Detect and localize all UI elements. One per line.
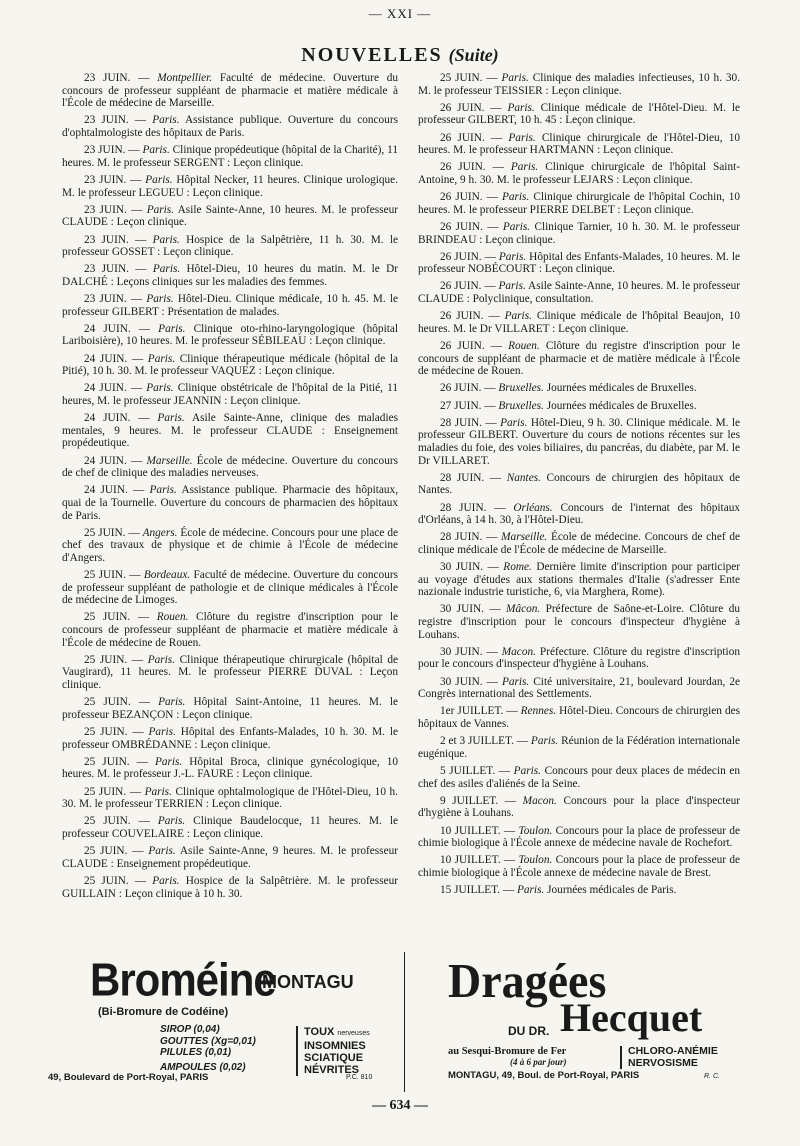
- entry-text: Concours de l'internat des hôpitaux d'Orléans, à 14 h. 30, à l'Hôtel-Dieu.: [418, 501, 740, 527]
- indication-item: SCIATIQUE: [304, 1052, 364, 1064]
- entry-date: 23 JUIN. —: [84, 263, 147, 276]
- entry-date: 25 JUIN. —: [84, 611, 150, 624]
- dragees-address: MONTAGU, 49, Boul. de Port-Royal, PARIS: [448, 1070, 640, 1081]
- entry-text: École de médecine. Ouverture du concours de chef de clinique des maladies nerveuses.: [62, 454, 398, 480]
- entry-text: Réunion de la Fédération internationale eugénique.: [418, 735, 741, 760]
- entry-city: Paris.: [501, 191, 530, 204]
- entry-city: Paris.: [146, 293, 174, 306]
- dragees-title: Dragées: [448, 953, 607, 1008]
- indication-item: INSOMNIES: [304, 1040, 366, 1052]
- news-entry: [62, 204, 398, 229]
- entry-date: 24 JUIN. —: [84, 484, 145, 497]
- entry-text: Clinique chirurgicale de l'hôpital Saint-Antoine, 9 h. 30. M. le professeur LEJARS : Leçon clinique.: [418, 161, 740, 186]
- entry-text: Assistance publique. Ouverture du concours d'ophtalmologiste des hôpitaux de Paris.: [62, 114, 398, 139]
- entry-date: 24 JUIN. —: [84, 412, 150, 425]
- entry-date: 25 JUIN. —: [84, 726, 144, 738]
- entry-city: Paris.: [500, 416, 528, 429]
- entry-city: Rouen.: [508, 340, 540, 353]
- entry-city: Paris.: [498, 280, 526, 293]
- entry-date: 10 JUILLET. —: [440, 824, 516, 837]
- title-suffix: (Suite): [448, 45, 499, 65]
- entry-city: Rennes.: [520, 705, 557, 718]
- entry-date: 5 JUILLET. —: [440, 764, 511, 777]
- entry-date: 23 JUIN. —: [84, 114, 147, 127]
- news-entry: [418, 417, 740, 467]
- dosage-item: AMPOULES (0,02): [160, 1061, 246, 1073]
- entry-date: 15 JUILLET. —: [440, 884, 515, 897]
- entry-city: Paris.: [147, 352, 176, 365]
- entry-city: Paris.: [502, 220, 531, 233]
- news-entry: [62, 234, 398, 259]
- entry-date: 30 JUIN. —: [440, 645, 498, 658]
- entry-text: Hospice de la Salpêtrière, 11 h. 30. M. le professeur GOSSET : Leçon clinique.: [62, 233, 398, 259]
- entry-date: 25 JUIN. —: [84, 845, 144, 858]
- entry-date: 30 JUIN. —: [440, 603, 501, 616]
- entry-text: Hôpital des Enfants-Malades, 10 h. 30. M. le professeur OMBRÉDANNE : Leçon clinique.: [62, 726, 399, 751]
- news-entry: [418, 400, 740, 413]
- news-entry: [418, 102, 740, 127]
- indication-item: CHLORO-ANÉMIE: [628, 1045, 718, 1057]
- composition-line: au Sesqui-Bromure de Fer: [448, 1046, 567, 1057]
- entry-city: Orléans.: [513, 501, 553, 514]
- entry-city: Paris.: [157, 412, 185, 425]
- news-entry: [62, 412, 398, 450]
- entry-city: Paris.: [152, 114, 180, 127]
- entry-date: 23 JUIN. —: [84, 293, 143, 306]
- entry-city: Paris.: [508, 131, 536, 144]
- bromeine-ref: P.C. 810: [346, 1074, 373, 1081]
- news-entry: [418, 132, 740, 157]
- news-entry: [62, 323, 398, 348]
- entry-city: Paris.: [504, 310, 532, 323]
- entry-date: 28 JUIN. —: [440, 531, 498, 544]
- indication-item: NÉVRITES: [304, 1064, 360, 1076]
- entry-date: 23 JUIN. —: [84, 203, 143, 216]
- indication-item: [304, 1026, 370, 1040]
- entry-date: 30 JUIN. —: [440, 675, 498, 688]
- entry-city: Toulon.: [518, 824, 553, 837]
- entry-date: 25 JUIN. —: [84, 755, 148, 768]
- entry-date: 23 JUIN. —: [84, 173, 142, 186]
- news-entry: [418, 472, 740, 497]
- news-entry: [418, 340, 740, 378]
- entry-city: Paris.: [146, 203, 174, 216]
- entry-text: Clinique médicale de l'hôpital Beaujon, 10 heures. M. le Dr VILLARET : Leçon clinique.: [418, 310, 740, 335]
- entry-date: 26 JUIN. —: [440, 191, 498, 204]
- entry-text: Clinique chirurgicale de l'Hôtel-Dieu, 10 heures. M. le professeur HARTMANN : Leçon clinique.: [418, 131, 740, 157]
- entry-text: Dernière limite d'inscription pour participer au voyage d'études aux stations thermales d'Italie (s'adresser Ente nazionale industrie turistiche, 6, via Marghera, Rome).: [418, 561, 741, 599]
- entry-text: Hôtel-Dieu. Clinique médicale, 10 h. 45. M. le professeur GILBERT : Présentation de malades.: [62, 293, 398, 318]
- news-entry: [418, 280, 740, 305]
- entry-city: Bruxelles.: [498, 399, 544, 412]
- entry-city: Mâcon.: [506, 603, 541, 616]
- news-entry: [418, 221, 740, 246]
- entry-text: Clinique des maladies infectieuses, 10 h. 30. M. le professeur TEISSIER : Leçon clinique.: [418, 72, 741, 97]
- entry-text: Journées médicales de Bruxelles.: [546, 382, 697, 395]
- entry-date: 26 JUIN. —: [440, 220, 499, 233]
- entry-city: Paris.: [154, 755, 183, 768]
- entry-text: Concours de chirurgien des hôpitaux de Nantes.: [418, 471, 741, 497]
- entry-city: Paris.: [501, 72, 529, 84]
- entry-text: Journées médicales de Paris.: [547, 884, 677, 897]
- dragees-name: Hecquet: [560, 995, 703, 1040]
- news-entry: [418, 502, 740, 527]
- entry-text: Asile Sainte-Anne, clinique des maladies mentales, 9 heures. M. le professeur CLAUDE : Enseignement propédeutique.: [62, 412, 399, 450]
- entry-text: Faculté de médecine. Ouverture du concours de professeur suppléant de pharmacie et matière médicale à l'École de médecine de Marseille.: [62, 72, 399, 110]
- news-entry: [418, 251, 740, 276]
- entry-text: Journées médicales de Bruxelles.: [546, 399, 697, 412]
- entry-text: Asile Sainte-Anne, 10 heures. M. le professeur CLAUDE : Leçon clinique.: [62, 203, 399, 229]
- entry-text: Hôpital Broca, clinique gynécologique, 10 heures. M. le professeur J.-L. FAURE : Leçon clinique.: [62, 755, 399, 781]
- indication-note: nerveuses: [337, 1030, 370, 1037]
- entry-city: Paris.: [145, 173, 173, 186]
- news-entry: [418, 795, 740, 820]
- entry-city: Paris.: [152, 263, 181, 276]
- dosage-item: SIROP (0,04): [160, 1024, 220, 1035]
- news-entry: [62, 382, 398, 407]
- entry-city: Toulon.: [518, 854, 553, 867]
- news-entry: [418, 310, 740, 335]
- entry-date: 23 JUIN. —: [84, 144, 140, 157]
- page-title: [0, 44, 800, 67]
- entry-text: Faculté de médecine. Ouverture du concours de professeur suppléant de pathologie et de clinique médicales à l'École de médecine de Limoges.: [62, 569, 398, 607]
- entry-text: Clinique propédeutique (hôpital de la Charité), 11 heures. M. le professeur SERGENT : Leçon clinique.: [62, 144, 398, 169]
- bromeine-subtitle: (Bi-Bromure de Codéine): [98, 1006, 229, 1018]
- entry-text: Concours pour la place d'inspecteur d'hygiène à Louhans.: [418, 794, 740, 820]
- news-entry: [418, 72, 740, 97]
- news-entry: [418, 676, 740, 701]
- entry-date: 26 JUIN. —: [440, 280, 496, 293]
- entry-text: Hôtel-Dieu, 10 heures du matin. M. le Dr DALCHÉ : Leçons cliniques sur les maladies des femmes.: [62, 263, 398, 288]
- entry-text: Concours pour la place de professeur de chimie biologique à l'École annexe de médecine navale de Brest.: [418, 854, 740, 879]
- dosage-item: GOUTTES (Xg=0,01): [160, 1035, 256, 1047]
- entry-city: Macon.: [522, 794, 557, 807]
- news-entry: [418, 382, 740, 395]
- entry-date: 24 JUIN. —: [84, 454, 143, 467]
- entry-text: Clinique oto-rhino-laryngologique (hôpital Lariboisière), 10 heures. M. le professeur SÉBILEAU : Leçon clinique.: [62, 322, 398, 348]
- entry-city: Rouen.: [156, 611, 189, 624]
- entry-date: 25 JUIN. —: [84, 785, 142, 798]
- entry-city: Paris.: [158, 696, 186, 709]
- entry-date: 25 JUIN. —: [84, 526, 140, 539]
- entry-text: Hospice de la Salpêtrière. M. le professeur GUILLAIN : Leçon clinique à 10 h. 30.: [62, 874, 399, 900]
- entry-city: Paris.: [149, 484, 177, 497]
- entry-text: Préfecture. Clôture du registre d'inscription pour le concours d'inspecteur d'hygiène à Louhans.: [418, 645, 740, 671]
- entry-city: Paris.: [507, 101, 535, 114]
- entry-date: 25 JUIN. —: [440, 72, 498, 84]
- entry-text: Clôture du registre d'inscription pour le concours de suppléant de pharmacie et de matière médicale à l'École de médecine de Rouen.: [418, 340, 741, 378]
- dragees-composition: [448, 1046, 567, 1068]
- entry-text: Hôtel-Dieu. Concours de chirurgien des hôpitaux de Vannes.: [418, 705, 741, 730]
- entry-date: 26 JUIN. —: [440, 250, 496, 263]
- entry-text: Clinique Tarnier, 10 h. 30. M. le professeur BRINDEAU : Leçon clinique.: [418, 220, 741, 246]
- news-entry: [62, 569, 398, 607]
- entry-text: Hôtel-Dieu, 9 h. 30. Clinique médicale. M. le professeur GILBERT. Ouverture du cours de notions récentes sur les maladies du foie, des voies biliaires, du pancréas, du diabète, par M. le Dr VILLARET.: [418, 416, 741, 467]
- entry-date: 25 JUIN. —: [84, 815, 150, 828]
- bromeine-brand: MONTAGU: [262, 972, 354, 992]
- entry-date: 25 JUIN. —: [84, 696, 150, 709]
- news-entry: [62, 696, 398, 721]
- entry-city: Paris.: [516, 884, 545, 897]
- entry-date: 26 JUIN. —: [440, 340, 502, 353]
- entry-city: Paris.: [157, 815, 186, 828]
- page-number-roman: — XXI —: [368, 6, 432, 21]
- entry-city: Paris.: [513, 764, 541, 777]
- entry-text: Concours pour deux places de médecin en chef des asiles d'aliénés de la Seine.: [418, 764, 741, 790]
- news-entry: [418, 705, 740, 730]
- entry-date: 25 JUIN. —: [84, 569, 141, 582]
- news-entry: [62, 72, 398, 110]
- news-entry: [418, 646, 740, 671]
- entry-date: 23 JUIN. —: [84, 72, 150, 84]
- news-column-left: [62, 72, 398, 905]
- entry-date: 26 JUIN. —: [440, 382, 496, 395]
- news-entry: [62, 114, 398, 139]
- news-entry: [62, 144, 398, 169]
- entry-date: 26 JUIN. —: [440, 310, 500, 323]
- news-entry: [418, 825, 740, 850]
- indication-label: TOUX: [304, 1026, 335, 1038]
- entry-text: Hôpital des Enfants-Malades, 10 heures. M. le professeur NOBÉCOURT : Leçon clinique.: [418, 250, 740, 276]
- entry-date: 24 JUIN. —: [84, 382, 143, 395]
- indication-item: NERVOSISME: [628, 1056, 698, 1069]
- entry-text: Clinique thérapeutique chirurgicale (hôpital de Vaugirard), 11 heures. M. le professeur PIERRE DUVAL : Leçon clinique.: [62, 653, 398, 692]
- entry-text: Clinique obstétricale de l'hôpital de la Pitié, 11 heures, M. le professeur JEANNIN : Leçon clinique.: [62, 382, 398, 407]
- entry-text: Préfecture de Saône-et-Loire. Clôture du registre d'inscription pour le concours d'inspecteur d'hygiène à Louhans.: [418, 603, 740, 641]
- ad-divider: [404, 952, 405, 1092]
- entry-city: Paris.: [501, 675, 530, 688]
- bromeine-indications: [296, 1026, 370, 1076]
- entry-date: 28 JUIN. —: [440, 501, 506, 514]
- entry-city: Marseille.: [146, 454, 193, 467]
- news-entry: [418, 854, 740, 879]
- entry-city: Paris.: [152, 874, 180, 887]
- entry-city: Paris.: [148, 726, 176, 738]
- news-entry: [418, 603, 740, 641]
- news-entry: [418, 884, 740, 897]
- entry-text: Asile Sainte-Anne, 9 heures. M. le professeur CLAUDE : Enseignement propédeutique.: [62, 845, 398, 870]
- news-entry: [62, 263, 398, 288]
- news-entry: [62, 611, 398, 649]
- entry-date: 24 JUIN. —: [84, 322, 151, 335]
- bromeine-dosage: [160, 1024, 256, 1073]
- news-entry: [62, 875, 398, 900]
- news-entry: [418, 735, 740, 760]
- news-entry: [62, 786, 398, 811]
- entry-date: 25 JUIN. —: [84, 653, 144, 666]
- bromeine-address: 49, Boulevard de Port-Royal, PARIS: [48, 1072, 209, 1083]
- entry-date: 23 JUIN. —: [84, 233, 147, 246]
- advertisements: [48, 942, 754, 1098]
- entry-city: Rome.: [503, 561, 532, 574]
- entry-text: École de médecine. Concours pour une place de chef des travaux de physique et de chimie à l'École de médecine d'Angers.: [62, 526, 398, 564]
- news-column-right: [418, 72, 740, 901]
- news-entry: [62, 484, 398, 522]
- news-entry: [62, 174, 398, 199]
- entry-date: 28 JUIN. —: [440, 416, 497, 429]
- entry-text: Clôture du registre d'inscription pour le concours de professeur suppléant de pharmacie et matière médicale à l'École de médecine de Rouen.: [62, 611, 398, 649]
- news-entry: [62, 455, 398, 480]
- entry-date: 30 JUIN. —: [440, 561, 499, 574]
- entry-text: École de médecine. Concours de chef de clinique médicale de l'École de médecine de Marseille.: [418, 531, 741, 556]
- entry-city: Bordeaux.: [143, 569, 191, 582]
- news-entry: [418, 765, 740, 790]
- entry-city: Macon.: [501, 645, 536, 658]
- news-entry: [62, 527, 398, 565]
- composition-dose: (4 à 6 par jour): [510, 1057, 567, 1067]
- entry-date: 2 et 3 JUILLET. —: [440, 735, 529, 748]
- news-entry: [418, 161, 740, 186]
- entry-text: Clinique Baudelocque, 11 heures. M. le professeur COUVELAIRE : Leçon clinique.: [62, 815, 398, 840]
- entry-date: 27 JUIN. —: [440, 399, 496, 412]
- entry-date: 24 JUIN. —: [84, 352, 144, 365]
- news-entry: [418, 531, 740, 556]
- entry-text: Asile Sainte-Anne, 10 heures. M. le professeur CLAUDE : Polyclinique, consultation.: [418, 280, 741, 306]
- page-number: — 634 —: [372, 1098, 428, 1113]
- entry-city: Paris.: [142, 144, 170, 157]
- news-entry: [62, 726, 398, 751]
- entry-date: 10 JUILLET. —: [440, 854, 516, 867]
- entry-city: Paris.: [530, 735, 559, 748]
- news-entry: [62, 845, 398, 870]
- dragees-ref: R. C.: [704, 1073, 720, 1080]
- entry-date: 9 JUILLET. —: [440, 794, 517, 807]
- entry-date: 26 JUIN. —: [440, 101, 502, 114]
- entry-city: Paris.: [498, 250, 527, 263]
- entry-city: Paris.: [158, 322, 186, 335]
- entry-city: Paris.: [146, 382, 174, 395]
- bromeine-title: Broméine: [90, 953, 276, 1006]
- news-entry: [62, 815, 398, 840]
- dosage-item: PILULES (0,01): [160, 1047, 232, 1058]
- entry-city: Paris.: [148, 845, 176, 858]
- news-entry: [418, 191, 740, 216]
- entry-text: Concours pour la place de professeur de chimie biologique à l'École annexe de médecine navale de Rochefort.: [418, 824, 740, 850]
- entry-city: Angers.: [142, 526, 178, 539]
- entry-text: Cité universitaire, 21, boulevard Jourdan, 2e Congrès international des Settlements.: [418, 675, 740, 701]
- entry-date: 26 JUIN. —: [440, 161, 504, 174]
- entry-date: 26 JUIN. —: [440, 131, 503, 144]
- entry-city: Nantes.: [506, 471, 541, 484]
- entry-city: Paris.: [152, 233, 180, 246]
- news-entry: [62, 756, 398, 781]
- entry-city: Paris.: [144, 785, 172, 798]
- entry-city: Marseille.: [501, 531, 548, 544]
- entry-date: 25 JUIN. —: [84, 874, 147, 887]
- entry-date: 1er JUILLET. —: [440, 705, 518, 718]
- news-entry: [62, 654, 398, 692]
- entry-text: Clinique chirurgicale de l'hôpital Cochin, 10 heures. M. le professeur PIERRE DELBET : Leçon clinique.: [418, 191, 741, 216]
- news-entry: [62, 353, 398, 378]
- entry-text: Clinique ophtalmologique de l'Hôtel-Dieu, 10 h. 30. M. le professeur TERRIEN : Leçon clinique.: [62, 785, 398, 811]
- entry-city: Bruxelles.: [498, 382, 544, 395]
- entry-city: Montpellier.: [157, 72, 213, 84]
- entry-text: Hôpital Necker, 11 heures. Clinique urologique. M. le professeur LEGUEU : Leçon clinique.: [62, 173, 399, 199]
- entry-text: Clinique médicale de l'Hôtel-Dieu. M. le professeur GILBERT, 10 h. 45 : Leçon clinique.: [418, 101, 740, 127]
- dragees-indications: [620, 1046, 718, 1069]
- entry-date: 28 JUIN. —: [440, 471, 502, 484]
- entry-text: Hôpital Saint-Antoine, 11 heures. M. le professeur BEZANÇON : Leçon clinique.: [62, 696, 399, 721]
- news-entry: [418, 561, 740, 599]
- title-main: NOUVELLES: [301, 44, 443, 66]
- entry-text: Assistance publique. Pharmacie des hôpitaux, quai de la Tournelle. Ouverture du concours de pharmacien des hôpitaux de Paris.: [62, 484, 399, 522]
- entry-city: Paris.: [510, 161, 539, 174]
- entry-city: Paris.: [147, 653, 176, 666]
- dragees-du-dr: DU DR.: [508, 1024, 550, 1038]
- news-entry: [62, 293, 398, 318]
- entry-text: Clinique thérapeutique médicale (hôpital de la Pitié), 10 h. 30. M. le professeur VAQUEZ : Leçon clinique.: [62, 352, 399, 378]
